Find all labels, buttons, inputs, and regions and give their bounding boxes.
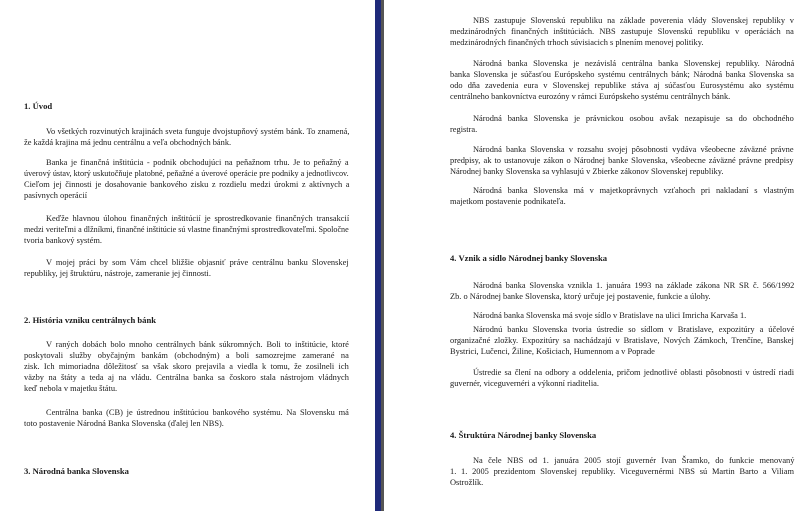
section-heading: 4. Štruktúra Národnej banky Slovenska (450, 430, 597, 440)
paragraph-line: úverový ústav, ktorý uskutočňuje platobné, peňažné a úverové operácie pre podniky a jednotlivcov. (24, 169, 349, 178)
paragraph-line: poskytovali služby obyčajným bankám (obchodným) a boli samozrejme zamerané na (24, 351, 349, 360)
paragraph-line: Národnej banky Slovenska sa vyhlasujú v Zbierke zákonov Slovenskej republiky. (450, 167, 724, 176)
paragraph-line: Národnú banku Slovenska tvoria ústredie so sídlom v Bratislave, expozitúry a účelové (473, 325, 795, 334)
paragraph-line: organizačné zložky. Expozitúry sa nachádzajú v Bratislave, Nových Zámkoch, Trenčíne, Banskej (450, 336, 794, 345)
paragraph-line: guvernér, viceguvernéri a výkonní riaditelia. (450, 379, 599, 388)
paragraph-line: Keďže hlavnou úlohou finančných inštitúcií je sprostredkovanie finančných transakcií (46, 214, 350, 223)
paragraph-line: tvoria bankový systém. (24, 236, 102, 245)
paragraph-line: zisk. Ich mimoriadna dôležitosť sa však skoro prejavila a viedla k tomu, že zosilneli ich (24, 362, 349, 371)
paragraph-line: Národná banka Slovenska je právnickou osobou avšak nezapisuje sa do obchodného (473, 114, 794, 123)
paragraph-line: medzinárodných finančných trhoch súvisiacich s plnením menovej politiky. (450, 38, 704, 47)
paragraph-line: Vo všetkých rozvinutých krajinách sveta funguje dvojstupňový systém bánk. To znamená, (46, 127, 350, 136)
paragraph-line: toto postavenie Národná Banka Slovenska (ďalej len NBS). (24, 419, 224, 428)
paragraph-line: odo dňa zavedenia eura v Slovenskej republike stáva aj súčasťou Eurosystému ako systému (450, 81, 794, 90)
paragraph-line: Cieľom jej činnosti je dosahovanie bankového zisku z rozdielu medzi úrokmi z aktívnych a (24, 180, 350, 189)
section-heading: 2. História vzniku centrálnych bánk (24, 315, 157, 325)
paragraph-line: Národná banka Slovenska v rozsahu svojej pôsobnosti vydáva všeobecne záväzné právne (473, 145, 794, 154)
paragraph-line: majetkom postavenie podnikateľa. (450, 197, 566, 206)
paragraph-line: Banka je finančná inštitúcia - podnik obchodujúci na peňažnom trhu. Je to peňažný a (46, 158, 349, 167)
page-divider (372, 0, 384, 511)
paragraph-line: medzinárodných finančných inštitúciách. NBS zastupuje Slovenskú republiku v operáciách na (450, 27, 794, 36)
paragraph-line: Bystrici, Lučenci, Žiline, Košiciach, Humennom a v Poprade (450, 347, 655, 356)
paragraph-line: že každá krajina má jednu centrálnu a veľa obchodných bánk. (24, 138, 232, 147)
paragraph-line: väzby na štáty a teda aj na vládu. Centrálna banka sa čoskoro stala nástrojom vládnych (24, 373, 349, 382)
paragraph-line: predpisy, ak to ustanovuje zákon o Národnej banke Slovenska, všeobecne záväzné právne predpisy (450, 156, 794, 165)
paragraph-line: Na čele NBS od 1. januára 2005 stojí guvernér Ivan Šramko, do funkcie menovaný (473, 456, 795, 465)
paragraph-line: banka Slovenska je súčasťou Európskeho systému centrálnych bánk; Národná banka Slovenska sa (450, 70, 794, 79)
right-document-page (384, 0, 800, 511)
paragraph-line: registra. (450, 125, 478, 134)
paragraph-line: Ostrožlík. (450, 478, 484, 487)
paragraph-line: centrálneho bankovníctva eurozóny v rámci Európskeho systému centrálnych bánk. (450, 92, 731, 101)
section-heading: 1. Úvod (24, 101, 53, 111)
left-document-page (0, 0, 372, 511)
paragraph-line: Ústredie sa člení na odbory a oddelenia, pričom jednotlivé oblasti pôsobnosti v ústredí riadi (473, 368, 795, 377)
paragraph-line: republiky, jej štruktúru, nástroje, zameranie jej činnosti. (24, 269, 211, 278)
paragraph-line: V raných dobách bolo mnoho centrálnych bánk súkromných. Boli to inštitúcie, ktoré (46, 340, 349, 349)
paragraph-line: V mojej práci by som Vám chcel bližšie objasniť práve centrálnu banku Slovenskej (46, 258, 349, 267)
paragraph-line: medzi veriteľmi a dlžníkmi, finančné inštitúcie sú vlastne finančnými sprostredkovateľmi. Spoločne (24, 225, 349, 234)
paragraph-line: pasívnych operácií (24, 191, 88, 200)
paragraph-line: Centrálna banka (CB) je ústrednou inštitúciou bankového systému. Na Slovensku má (46, 408, 349, 417)
section-heading: 3. Národná banka Slovenska (24, 466, 129, 476)
section-heading: 4. Vznik a sídlo Národnej banky Slovenska (450, 253, 608, 263)
paragraph-line: 1. 1. 2005 prezidentom Slovenskej republiky. Viceguvernérmi NBS sú Martin Barto a Viliam (450, 467, 794, 476)
paragraph-line: Národná banka Slovenska je nezávislá centrálna banka Slovenskej republiky. Národná (473, 59, 795, 68)
paragraph-line: NBS zastupuje Slovenskú republiku na základe poverenia vlády Slovenskej republiky v (473, 16, 794, 25)
paragraph-line: Národná banka Slovenska vznikla 1. januára 1993 na základe zákona NR SR č. 566/1992 (473, 281, 795, 290)
paragraph-line: keď nebola v majetku štátu. (24, 384, 118, 393)
paragraph-line: Národná banka Slovenska má v majetkoprávnych vzťahoch pri nakladaní s vlastným (473, 186, 795, 195)
paragraph-line: Národná banka Slovenska má svoje sídlo v Bratislave na ulici Imricha Karvaša 1. (473, 311, 747, 320)
paragraph-line: Zb. o Národnej banke Slovenska, ktorý určuje jej postavenie, funkcie a úlohy. (450, 292, 711, 301)
